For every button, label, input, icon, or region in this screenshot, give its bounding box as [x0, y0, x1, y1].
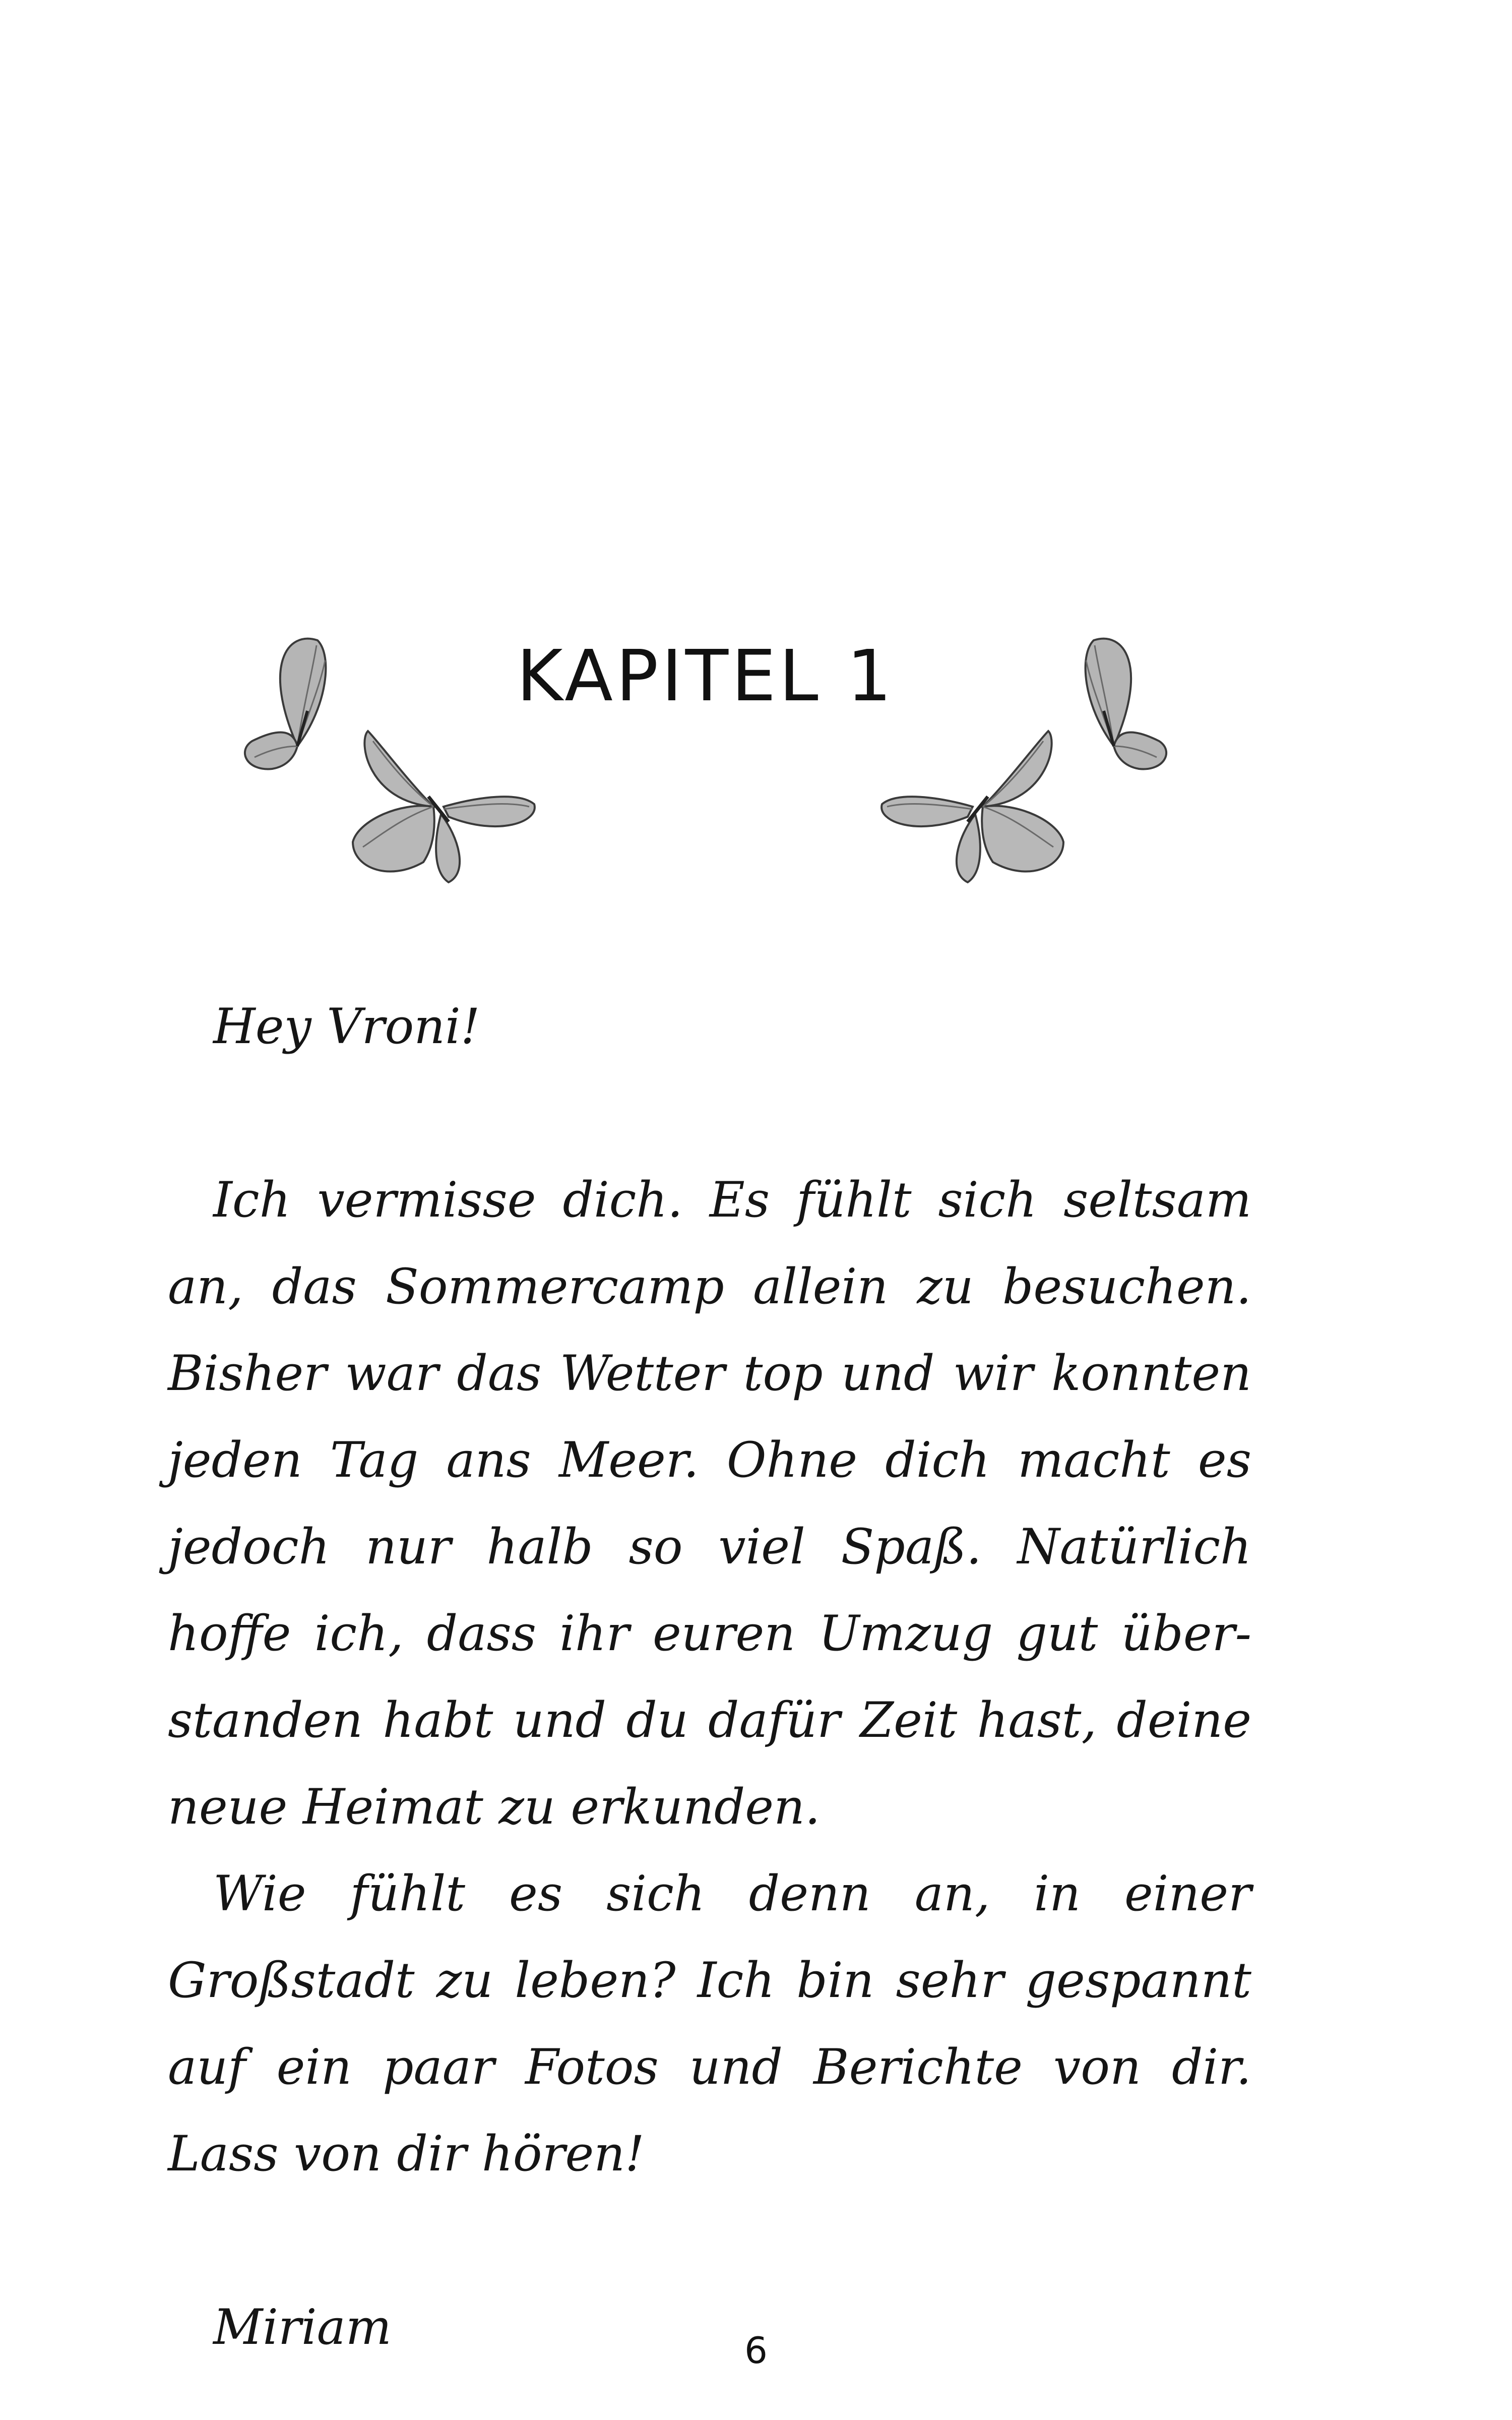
chapter-header	[0, 605, 1512, 928]
letter-paragraph: Ich vermisse dich. Es fühlt sich seltsam an, das Sommercamp allein zu besuchen. Bisher war das Wetter top und wir konnten jeden Tag ans Meer. Ohne dich macht es jedoch nur halb so viel Spaß. Natürlich hoffe ich, dass ihr euren Umzug gut über-standen habt und du dafür Zeit hast, deine neue Heimat zu erkunden.	[168, 1172, 1251, 1835]
letter-signature: Miriam	[213, 2299, 392, 2355]
chapter-title: KAPITEL 1	[516, 635, 895, 717]
butterfly-icon	[877, 721, 1068, 892]
butterfly-icon	[1068, 625, 1179, 776]
butterfly-icon	[348, 721, 539, 892]
butterfly-icon	[232, 625, 343, 776]
letter-paragraph: Wie fühlt es sich denn an, in einer Großstadt zu leben? Ich bin sehr gespannt auf ein paar Fotos und Berichte von dir. Lass von dir hören!	[168, 1865, 1251, 2182]
page-number: 6	[744, 2329, 768, 2372]
letter-body	[168, 983, 1251, 2371]
letter-greeting: Hey Vroni!	[213, 998, 480, 1055]
